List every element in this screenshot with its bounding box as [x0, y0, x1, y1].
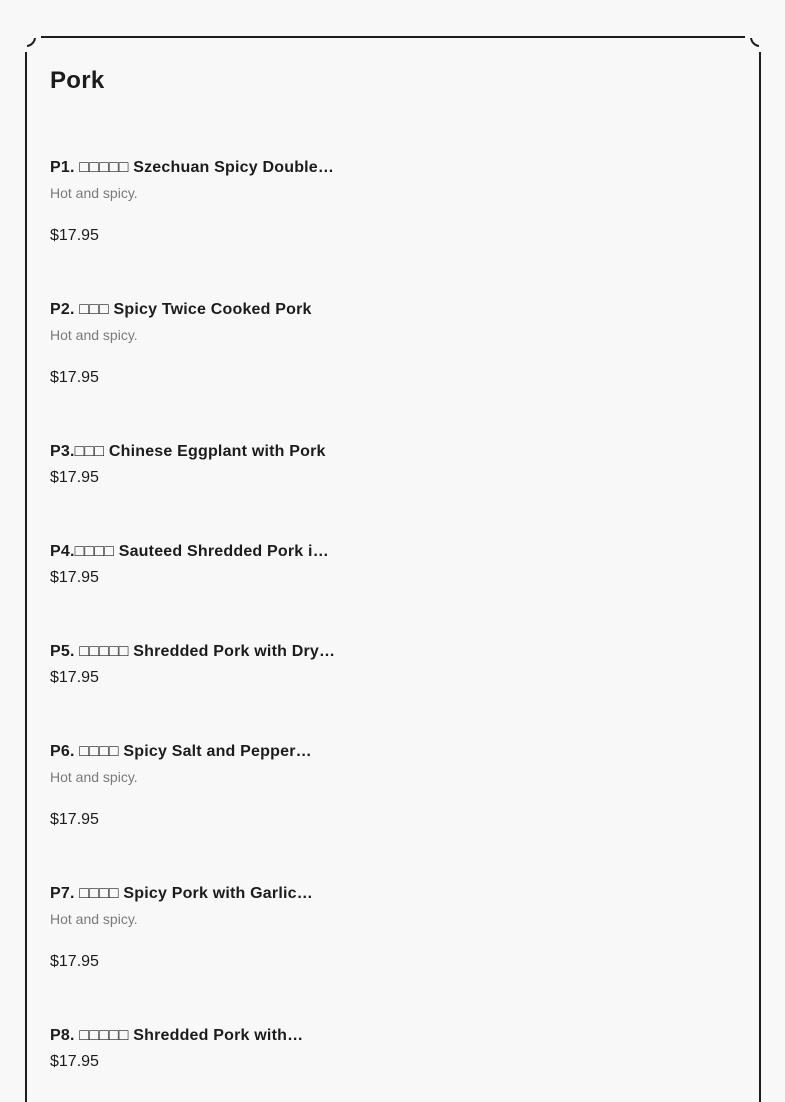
menu-item-description: Hot and spicy. [50, 185, 138, 201]
menu-item[interactable] [50, 300, 350, 388]
section-title: Pork [50, 67, 105, 94]
menu-item-name[interactable]: P7. □□□□ Spicy Pork with Garlic… [50, 885, 313, 902]
menu-section-card [25, 36, 761, 1102]
menu-item-description: Hot and spicy. [50, 769, 138, 785]
menu-item[interactable] [50, 642, 350, 688]
menu-item-price: $17.95 [50, 669, 99, 686]
menu-item-price: $17.95 [50, 953, 99, 970]
menu-item-name[interactable]: P6. □□□□ Spicy Salt and Pepper… [50, 743, 312, 760]
menu-item-name[interactable]: P2. □□□ Spicy Twice Cooked Pork [50, 301, 312, 318]
menu-item[interactable] [50, 1026, 350, 1072]
menu-item-price: $17.95 [50, 569, 99, 586]
menu-item-price: $17.95 [50, 369, 99, 386]
menu-item[interactable] [50, 742, 350, 830]
menu-item-description: Hot and spicy. [50, 327, 138, 343]
menu-item-price: $17.95 [50, 227, 99, 244]
menu-item-price: $17.95 [50, 1053, 99, 1070]
menu-item[interactable] [50, 542, 350, 588]
menu-item[interactable] [50, 158, 350, 246]
menu-item[interactable] [50, 884, 350, 972]
menu-item[interactable] [50, 442, 350, 488]
menu-item-name[interactable]: P3.□□□ Chinese Eggplant with Pork [50, 443, 326, 460]
notch-mask [13, 24, 41, 38]
menu-item-price: $17.95 [50, 811, 99, 828]
notch-mask [745, 24, 773, 38]
menu-item-description: Hot and spicy. [50, 911, 138, 927]
menu-item-name[interactable]: P1. □□□□□ Szechuan Spicy Double… [50, 159, 335, 176]
menu-item-price: $17.95 [50, 469, 99, 486]
menu-item-name[interactable]: P4.□□□□ Sauteed Shredded Pork i… [50, 543, 329, 560]
menu-item-name[interactable]: P5. □□□□□ Shredded Pork with Dry… [50, 643, 336, 660]
menu-item-name[interactable]: P8. □□□□□ Shredded Pork with… [50, 1027, 304, 1044]
